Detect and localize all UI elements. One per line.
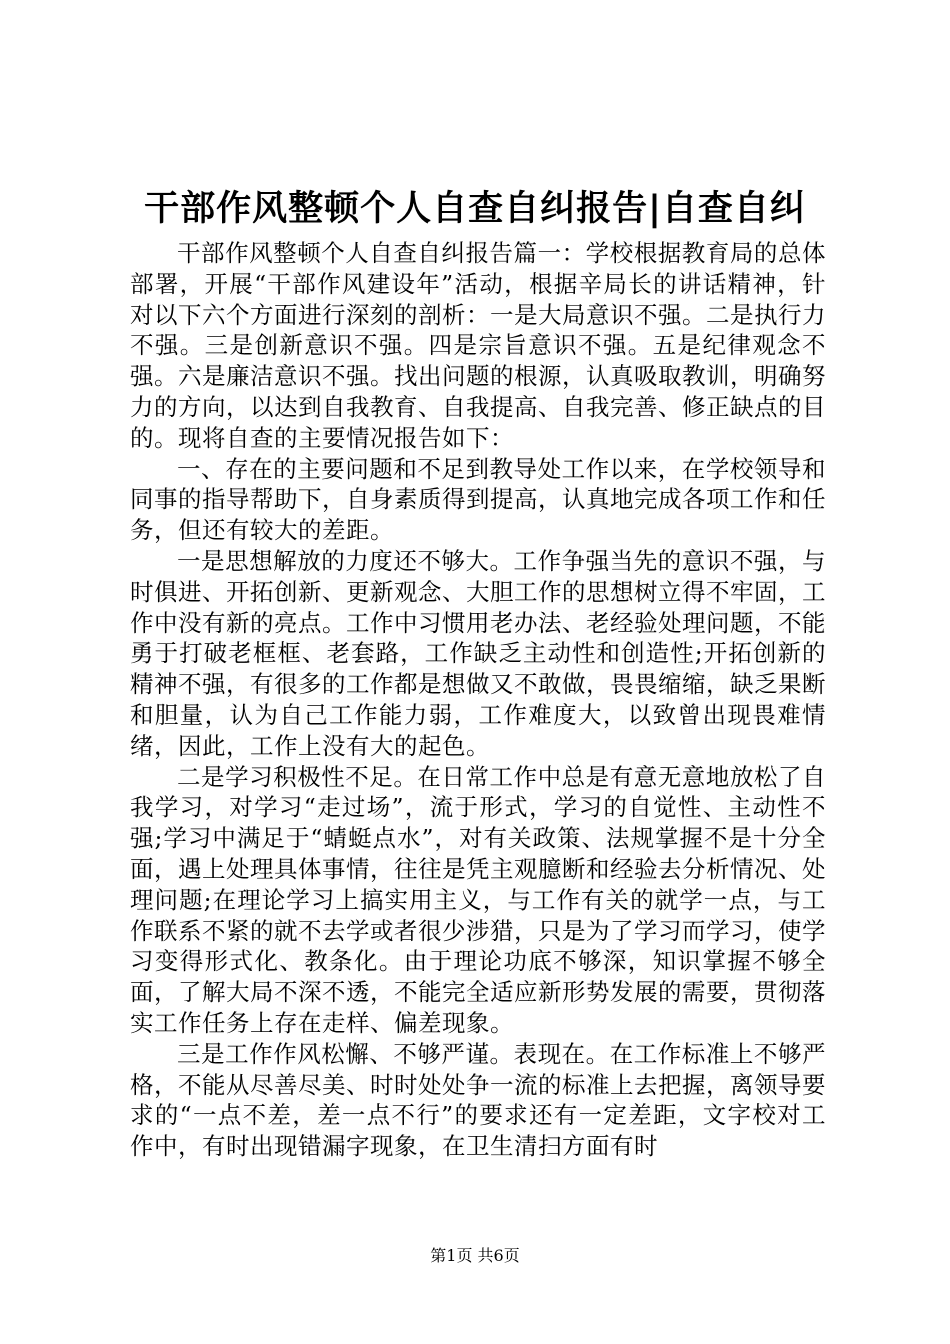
paragraph-problems-overview: 一、存在的主要问题和不足到教导处工作以来，在学校领导和同事的指导帮助下，自身素质得到提高，认真地完成各项工作和任务，但还有较大的差距。 bbox=[130, 454, 826, 545]
paragraph-point-three: 三是工作作风松懈、不够严谨。表现在。在工作标准上不够严格，不能从尽善尽美、时时处处争一流的标准上去把握，离领导要求的“一点不差，差一点不行”的要求还有一定差距，文字校对工作中，有时出现错漏字现象，在卫生清扫方面有时 bbox=[130, 1039, 826, 1161]
document-title: 干部作风整顿个人自查自纠报告|自查自纠 bbox=[144, 189, 806, 229]
paragraph-intro: 干部作风整顿个人自查自纠报告篇一：学校根据教育局的总体部署，开展“干部作风建设年”活动，根据辛局长的讲话精神，针对以下六个方面进行深刻的剖析：一是大局意识不强。二是执行力不强。三是创新意识不强。四是宗旨意识不强。五是纪律观念不强。六是廉洁意识不强。找出问题的根源，认真吸取教训，明确努力的方向，以达到自我教育、自我提高、自我完善、修正缺点的目的。现将自查的主要情况报告如下： bbox=[130, 239, 826, 452]
paragraph-point-one: 一是思想解放的力度还不够大。工作争强当先的意识不强，与时俱进、开拓创新、更新观念、大胆工作的思想树立得不牢固，工作中没有新的亮点。工作中习惯用老办法、老经验处理问题，不能勇于打破老框框、老套路，工作缺乏主动性和创造性;开拓创新的精神不强，有很多的工作都是想做又不敢做，畏畏缩缩，缺乏果断和胆量，认为自己工作能力弱，工作难度大，以致曾出现畏难情绪，因此，工作上没有大的起色。 bbox=[130, 546, 826, 760]
paragraph-point-two: 二是学习积极性不足。在日常工作中总是有意无意地放松了自我学习，对学习“走过场”，流于形式，学习的自觉性、主动性不强;学习中满足于“蜻蜓点水”，对有关政策、法规掌握不是十分全面，遇上处理具体事情，往往是凭主观臆断和经验去分析情况、处理问题;在理论学习上搞实用主义，与工作有关的就学一点，与工作联系不紧的就不去学或者很少涉猎，只是为了学习而学习，使学习变得形式化、教条化。由于理论功底不够深，知识掌握不够全面，了解大局不深不透，不能完全适应新形势发展的需要，贯彻落实工作任务上存在走样、偏差现象。 bbox=[130, 762, 826, 1037]
page-number-footer: 第1页 共6页 bbox=[430, 1246, 520, 1265]
document-body bbox=[130, 238, 826, 1162]
